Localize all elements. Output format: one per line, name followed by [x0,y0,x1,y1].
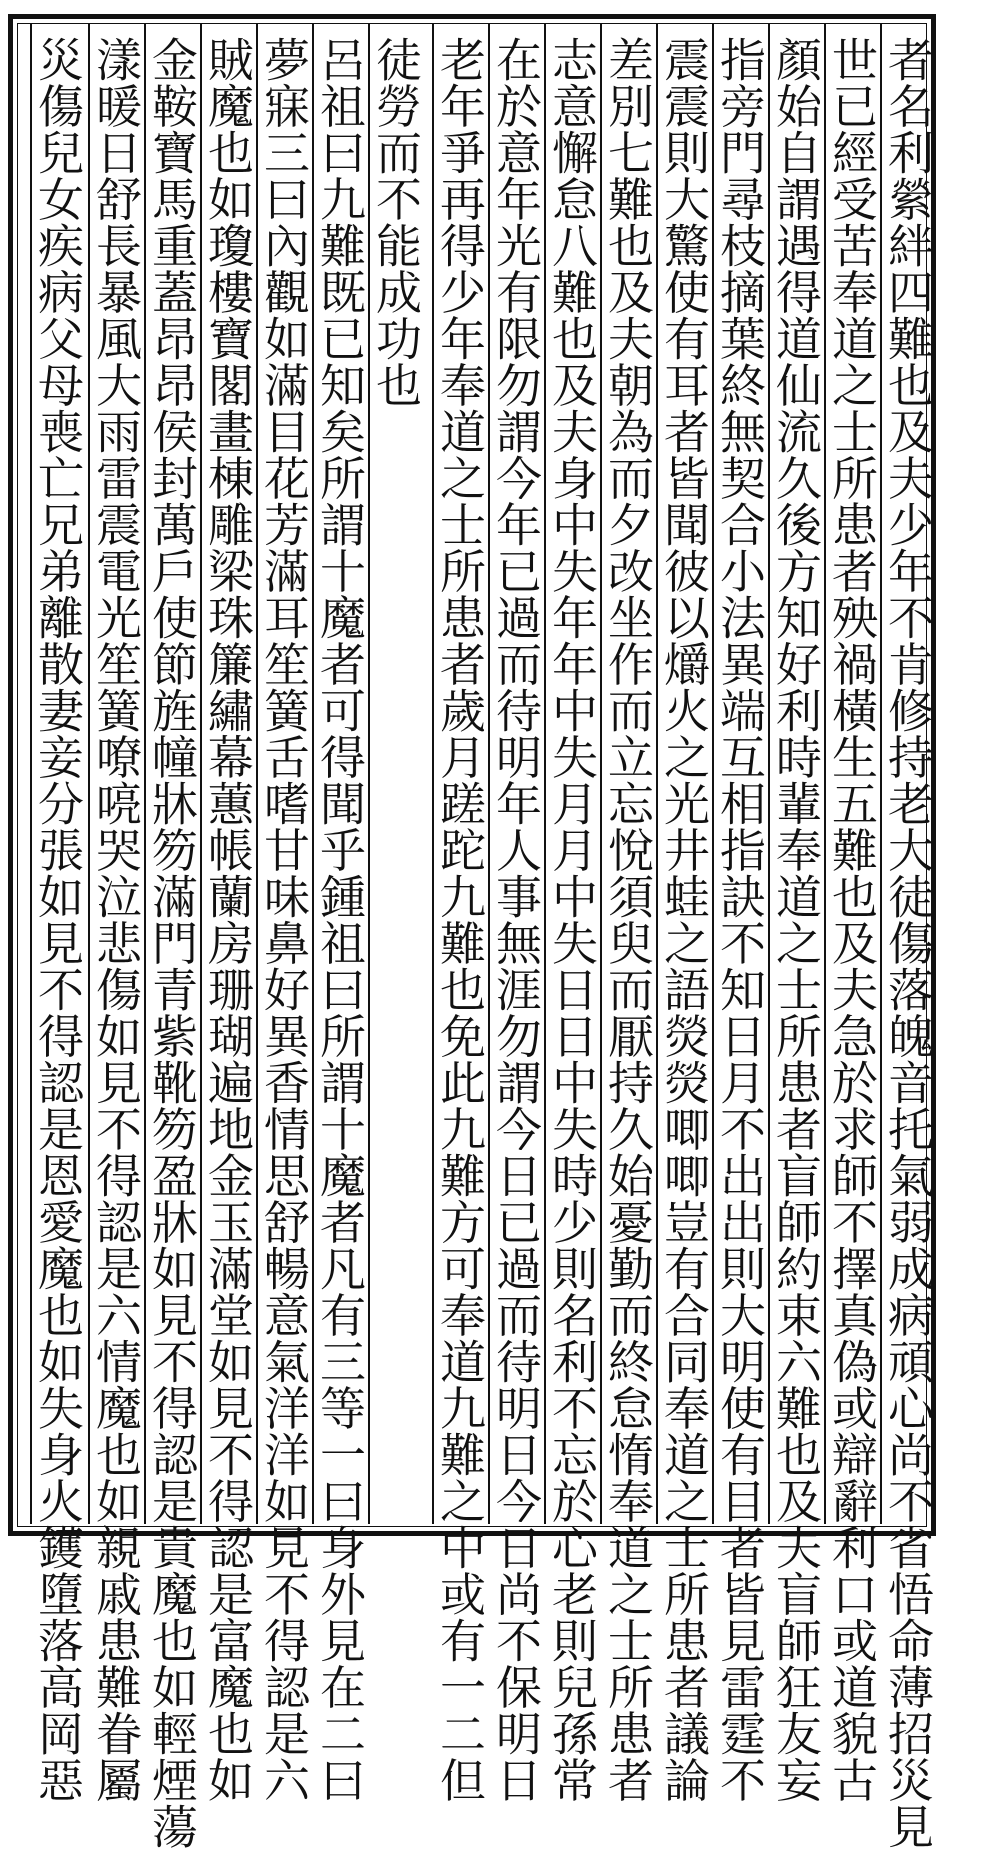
column-text: 金鞍寶馬重蓋昂昂侯封萬戶使節旌幢牀笏滿門青紫靴笏盈牀如見不得認是貴魔也如輕煙蕩 [145,36,199,1850]
text-column-7 [544,24,600,1803]
text-column-9 [432,24,488,1803]
column-text: 志意懈怠八難也及夫身中失年年中失月月中失日日中失時少則名利不忘於心老則兒孫常 [545,36,599,1803]
text-column-4 [712,24,768,1803]
column-text: 世已經受苦奉道之士所患者殃禍橫生五難也及夫急於求師不擇真偽或辯辭利口或道貌古 [825,36,879,1803]
column-text: 漾暖日舒長暴風大雨雷震電光笙簧嘹喨哭泣悲傷如見不得認是六情魔也如親戚患難眷屬 [89,36,143,1803]
text-column-12 [256,24,312,1803]
column-text: 指旁門尋枝摘葉終無契合小法異端互相指訣不知日月不出出則大明使有目者皆見雷霆不 [713,36,767,1803]
column-text: 夢寐三曰內觀如滿目花芳滿耳笙簧舌嗜甘味鼻好異香情思舒暢意氣洋洋如見不得認是六 [257,36,311,1803]
column-text: 差別七難也及夫朝為而夕改坐作而立忘悅須臾而厭持久始憂勤而終怠惰奉道之士所患者 [601,36,655,1803]
column-text: 呂祖曰九難既已知矣所謂十魔者可得聞乎鍾祖曰所謂十魔者凡有三等一曰身外見在二曰 [313,36,367,1803]
text-column-10 [368,24,424,1524]
column-text: 老年爭再得少年奉道之士所患者歲月蹉跎九難也免此九難方可奉道九難之中或有一二但 [433,36,487,1803]
column-text: 災傷兒女疾病父母喪亡兄弟離散妻妾分張如見不得認是恩愛魔也如失身火鑊墮落高岡惡 [31,36,85,1803]
column-text: 者名利縈絆四難也及夫少年不肯修持老大徒傷落魄音托氣弱成病頑心尚不省悟命薄招災見 [881,36,935,1850]
column-text: 震震則大驚使有耳者皆聞彼以爝火之光井蛙之語熒熒唧唧豈有合同奉道之士所患者議論 [657,36,711,1803]
column-text: 賊魔也如瓊樓寶閣畫棟雕梁珠簾繡幕蕙帳蘭房珊瑚遍地金玉滿堂如見不得認是富魔也如 [201,36,255,1803]
text-column-3 [768,24,824,1803]
column-text: 在於意年光有限勿謂今年已過而待明年人事無涯勿謂今日已過而待明日今日尚不保明日 [489,36,543,1803]
text-column-14 [144,24,200,1850]
text-column-2 [824,24,880,1803]
text-column-5 [656,24,712,1803]
text-column-16 [30,24,86,1803]
column-text: 顏始自謂遇得道仙流久後方知好利時輩奉道之士所患者盲師約束六難也及夫盲師狂友妄 [769,36,823,1803]
text-column-6 [600,24,656,1803]
text-column-15 [88,24,144,1803]
column-text: 徒勞而不能成功也 [369,36,423,408]
text-column-11 [312,24,368,1803]
text-column-8 [488,24,544,1803]
text-column-1 [880,24,936,1850]
text-column-13 [200,24,256,1803]
